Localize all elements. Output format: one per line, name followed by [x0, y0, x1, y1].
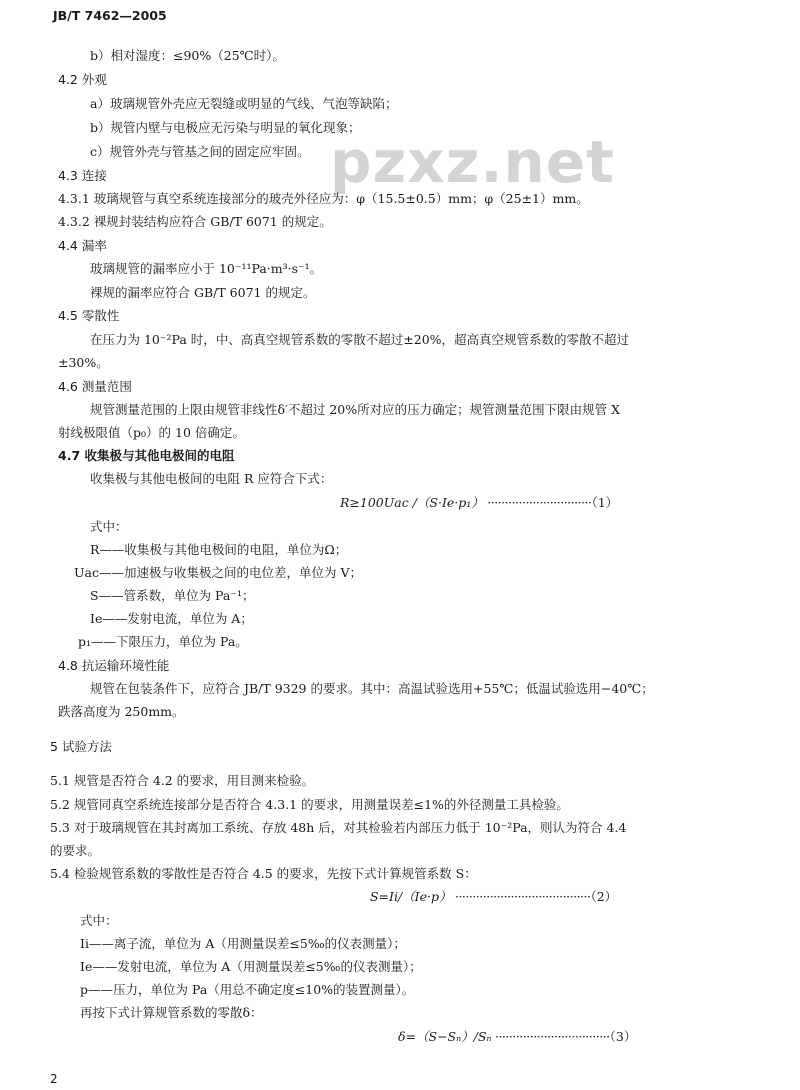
symbol-definition: p₁——下限压力，单位为 Pa。	[78, 634, 248, 649]
text-line: 玻璃规管的漏率应小于 10⁻¹¹Pa·m³·s⁻¹。	[90, 261, 323, 276]
text-line: 裸规的漏率应符合 GB/T 6071 的规定。	[90, 285, 316, 300]
section-heading: 4.7 收集极与其他电极间的电阻	[58, 448, 235, 463]
text-line: a）玻璃规管外壳应无裂缝或明显的气线、气泡等缺陷；	[90, 96, 398, 111]
text-line: 5.3 对于玻璃规管在其封离加工系统、存放 48h 后，对其检验若内部压力低于 10⁻²Pa，则认为符合 4.4	[50, 820, 627, 835]
formula-3	[398, 1028, 636, 1046]
section-heading: 4.6 测量范围	[58, 379, 132, 394]
section-heading: 4.4 漏率	[58, 238, 107, 253]
watermark-text: pzxz.net	[330, 128, 615, 196]
standard-code-header: JB/T 7462—2005	[53, 8, 167, 23]
symbol-definition: Ii——离子流，单位为 A（用测量误差≤5‰的仪表测量）；	[80, 936, 406, 951]
section-heading: 4.5 零散性	[58, 308, 120, 323]
formula-leader-dots: ·······································	[451, 889, 591, 904]
text-line: 跌落高度为 250mm。	[58, 704, 185, 719]
chapter-heading: 5 试验方法	[50, 739, 112, 754]
text-line: c）规管外壳与管基之间的固定应牢固。	[90, 144, 310, 159]
formula-2-expression: S=Ii/（Ie·p）	[370, 889, 452, 904]
text-line: 规管测量范围的上限由规管非线性δ′不超过 20%所对应的压力确定；规管测量范围下限由规管 X	[90, 402, 620, 417]
text-line: b）相对湿度：≤90%（25℃时）。	[90, 48, 285, 63]
formula-3-expression: δ=（S−Sₙ）/Sₙ	[398, 1029, 492, 1044]
text-line: 的要求。	[50, 843, 101, 858]
formula-leader-dots: ·································	[491, 1029, 610, 1044]
text-line: 再按下式计算规管系数的零散δ：	[80, 1005, 263, 1020]
text-line: b）规管内壁与电极应无污染与明显的氧化现象；	[90, 120, 361, 135]
symbol-definition: S——管系数，单位为 Pa⁻¹；	[90, 588, 255, 603]
text-line: ±30%。	[58, 355, 109, 370]
text-line: 收集极与其他电极间的电阻 R 应符合下式：	[90, 471, 333, 486]
text-line: 4.3.1 玻璃规管与真空系统连接部分的玻壳外径应为：φ（15.5±0.5）mm；φ（25±1）mm。	[58, 191, 589, 206]
text-line: 式中：	[90, 519, 128, 534]
formula-2-number: （2）	[590, 889, 618, 904]
text-line: 规管在包装条件下，应符合 JB/T 9329 的要求。其中：高温试验选用+55℃；低温试验选用−40℃；	[90, 681, 654, 696]
symbol-definition: Ie——发射电流，单位为 A；	[90, 611, 253, 626]
formula-2	[370, 888, 617, 906]
page-number: 2	[50, 1072, 58, 1086]
formula-1	[340, 494, 618, 512]
formula-leader-dots: ······························	[483, 495, 592, 510]
formula-1-expression: R≥100Uac /（S·Ie·p₁）	[340, 495, 484, 510]
text-line: 5.1 规管是否符合 4.2 的要求，用目测来检验。	[50, 773, 315, 788]
text-line: 5.4 检验规管系数的零散性是否符合 4.5 的要求，先按下式计算规管系数 S：	[50, 866, 477, 881]
symbol-definition: R——收集极与其他电极间的电阻，单位为Ω；	[90, 542, 348, 557]
symbol-definition: p——压力，单位为 Pa（用总不确定度≤10%的装置测量）。	[80, 982, 415, 997]
formula-3-number: （3）	[609, 1029, 637, 1044]
text-line: 4.3.2 裸规封装结构应符合 GB/T 6071 的规定。	[58, 214, 332, 229]
section-heading: 4.2 外观	[58, 72, 107, 87]
symbol-definition: Uac——加速极与收集极之间的电位差，单位为 V；	[74, 565, 362, 580]
text-line: 在压力为 10⁻²Pa 时，中、高真空规管系数的零散不超过±20%，超高真空规管系数的零散不超过	[90, 332, 630, 347]
text-line: 射线极限值（p₀）的 10 倍确定。	[58, 425, 245, 440]
formula-1-number: （1）	[591, 495, 619, 510]
text-line: 5.2 规管同真空系统连接部分是否符合 4.3.1 的要求，用测量误差≤1%的外径测量工具检验。	[50, 797, 569, 812]
symbol-definition: Ie——发射电流，单位为 A（用测量误差≤5‰的仪表测量）；	[80, 959, 422, 974]
section-heading: 4.8 抗运输环境性能	[58, 658, 170, 673]
text-line: 式中：	[80, 913, 118, 928]
section-heading: 4.3 连接	[58, 168, 107, 183]
